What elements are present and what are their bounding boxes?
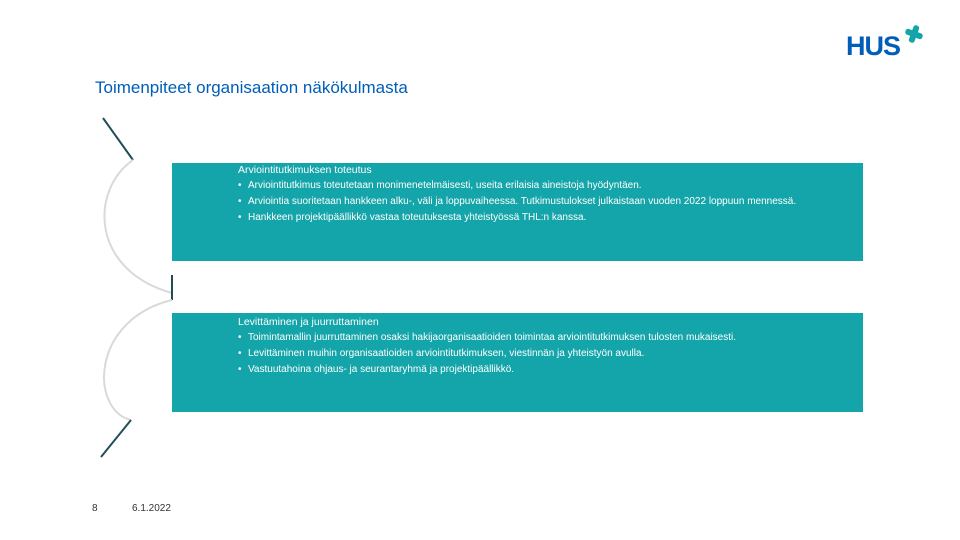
list-item [238, 348, 853, 360]
list-item [238, 196, 853, 208]
bullet-icon: • [238, 180, 242, 191]
logo-cross-icon [904, 24, 924, 44]
list-item-text: Levittäminen muihin organisaatioiden arviointitutkimuksen, viestinnän ja yhteistyön avulla. [248, 348, 645, 359]
card-implementation [172, 163, 863, 261]
card-heading: Levittäminen ja juurruttaminen [238, 316, 379, 328]
card-dissemination [172, 313, 863, 412]
footer-date: 6.1.2022 [132, 503, 171, 514]
list-item-text: Arviointia suoritetaan hankkeen alku-, väli ja loppuvaiheessa. Tutkimustulokset julkaistaan vuoden 2022 loppuun mennessä. [248, 196, 797, 207]
bullet-icon: • [238, 348, 242, 359]
bullet-icon: • [238, 196, 242, 207]
list-item-text: Hankkeen projektipäällikkö vastaa toteutuksesta yhteistyössä THL:n kanssa. [248, 212, 587, 223]
bullet-list [238, 332, 853, 376]
page-title: Toimenpiteet organisaation näkökulmasta [95, 78, 408, 97]
bullet-icon: • [238, 364, 242, 375]
bullet-icon: • [238, 332, 242, 343]
list-item-text: Vastuutahoina ohjaus- ja seurantaryhmä ja projektipäällikkö. [248, 364, 515, 375]
page-number: 8 [92, 503, 98, 514]
bullet-icon: • [238, 212, 242, 223]
list-item [238, 180, 853, 192]
list-item [238, 364, 853, 376]
list-item-text: Arviointitutkimus toteutetaan monimenetelmäisesti, useita erilaisia aineistoja hyödyntäen. [248, 180, 642, 191]
list-item [238, 212, 853, 224]
list-item-text: Toimintamallin juurruttaminen osaksi hakijaorganisaatioiden toimintaa arviointitutkimuksen tulosten mukaisesti. [248, 332, 737, 343]
card-heading: Arviointitutkimuksen toteutus [238, 164, 372, 176]
list-item [238, 332, 853, 344]
hus-logo [846, 22, 926, 62]
bullet-list [238, 180, 853, 224]
logo-text: HUS [846, 31, 901, 61]
